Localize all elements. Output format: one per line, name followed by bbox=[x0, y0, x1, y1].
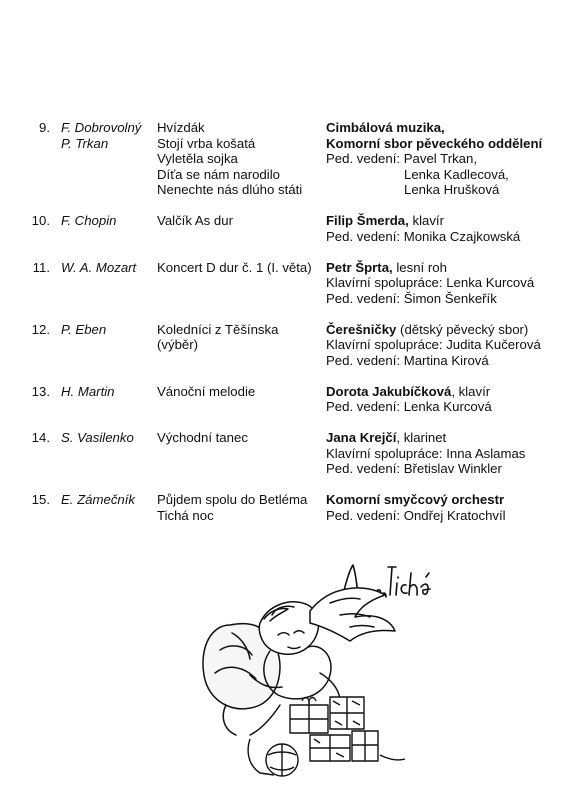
piece-column bbox=[157, 430, 325, 446]
performer-line bbox=[326, 337, 561, 353]
piece-title: Stojí vrba košatá bbox=[157, 135, 256, 151]
piece-column bbox=[157, 384, 325, 400]
performer-line bbox=[326, 508, 561, 524]
item-number: 14. bbox=[31, 430, 50, 445]
composer-name: S. Vasilenko bbox=[61, 430, 134, 445]
program-item bbox=[0, 260, 566, 307]
performer-detail: Ped. vedení: Pavel Trkan, bbox=[326, 151, 478, 166]
composer-name: W. A. Mozart bbox=[61, 259, 137, 275]
performer-line bbox=[326, 446, 561, 462]
performer-detail: Ped. vedení: Lenka Kurcová bbox=[326, 399, 492, 414]
piece-title: Tichá noc bbox=[157, 507, 214, 523]
program-item bbox=[0, 384, 566, 415]
composer-column bbox=[61, 492, 157, 508]
piece-title: Nenechte nás dlúho státi bbox=[157, 182, 303, 197]
composer-name: P. Trkan bbox=[61, 135, 109, 151]
composer-name: F. Chopin bbox=[61, 213, 117, 228]
performer-detail: Ped. vedení: Břetislav Winkler bbox=[326, 461, 502, 476]
performer-name: Komorní sbor pěveckého oddělení bbox=[326, 135, 543, 151]
item-number: 11. bbox=[32, 259, 50, 275]
performer-line bbox=[326, 399, 561, 415]
performer-line bbox=[326, 322, 561, 338]
piece-column bbox=[157, 260, 325, 276]
piece-column bbox=[157, 120, 325, 198]
performer-name: Komorní smyčcový orchestr bbox=[326, 492, 505, 507]
performer-name: Petr Šprta, bbox=[326, 259, 393, 275]
performer-column bbox=[326, 384, 561, 415]
performer-line bbox=[326, 167, 561, 183]
program-item bbox=[0, 430, 566, 477]
performer-detail: Ped. vedení: Ondřej Kratochvíl bbox=[326, 507, 506, 523]
piece-title: Vánoční melodie bbox=[157, 383, 256, 399]
performer-detail: Ped. vedení: Monika Czajkowská bbox=[326, 228, 521, 244]
performer-name: Dorota Jakubíčková bbox=[326, 383, 452, 399]
composer-name: H. Martin bbox=[61, 383, 115, 399]
performer-detail: klavír bbox=[408, 213, 444, 228]
piece-title: Díťa se nám narodilo bbox=[157, 166, 280, 182]
program-item bbox=[0, 492, 566, 523]
performer-column bbox=[326, 492, 561, 523]
performer-name: Cimbálová muzika, bbox=[326, 120, 445, 135]
piece-title: Půjdem spolu do Betléma bbox=[157, 492, 308, 507]
performer-detail: Lenka Hrušková bbox=[404, 182, 500, 197]
composer-column bbox=[61, 384, 157, 400]
item-number: 10. bbox=[31, 213, 50, 228]
program-item bbox=[0, 120, 566, 198]
performer-line bbox=[326, 430, 561, 446]
performer-line bbox=[326, 182, 561, 198]
composer-name: F. Dobrovolný bbox=[61, 120, 142, 135]
performer-line bbox=[326, 136, 561, 152]
composer-name: E. Zámečník bbox=[61, 492, 136, 507]
composer-column bbox=[61, 213, 157, 229]
performer-line bbox=[326, 229, 561, 245]
program-item bbox=[0, 213, 566, 244]
item-number: 9. bbox=[39, 120, 50, 135]
performer-detail: Klavírní spolupráce: Inna Aslamas bbox=[326, 445, 526, 461]
performer-detail: Ped. vedení: Martina Kirová bbox=[326, 352, 489, 368]
performer-line bbox=[326, 275, 561, 291]
performer-detail: Klavírní spolupráce: Judita Kučerová bbox=[326, 337, 541, 352]
piece-title: Hvízdák bbox=[157, 120, 205, 135]
item-number: 13. bbox=[31, 383, 50, 399]
performer-detail: lesní roh bbox=[392, 259, 447, 275]
piece-title: Východní tanec bbox=[157, 430, 248, 445]
piece-column bbox=[157, 322, 325, 353]
performer-line bbox=[326, 461, 561, 477]
performer-detail: , klavír bbox=[451, 383, 491, 399]
composer-column bbox=[61, 430, 157, 446]
performer-line bbox=[326, 151, 561, 167]
piece-title: (výběr) bbox=[157, 337, 199, 352]
piece-title: Koncert D dur č. 1 (I. věta) bbox=[157, 259, 312, 275]
performer-line bbox=[326, 492, 561, 508]
performer-name: Filip Šmerda, bbox=[326, 213, 409, 228]
performer-detail: , klarinet bbox=[396, 430, 447, 445]
performer-line bbox=[326, 120, 561, 136]
piece-title: Valčík As dur bbox=[157, 213, 233, 228]
performer-detail: (dětský pěvecký sbor) bbox=[396, 321, 529, 337]
composer-column bbox=[61, 260, 157, 276]
performer-line bbox=[326, 384, 561, 400]
performer-detail: Klavírní spolupráce: Lenka Kurcová bbox=[326, 275, 535, 290]
piece-title: Vyletěla sojka bbox=[157, 151, 238, 166]
item-number: 15. bbox=[31, 492, 50, 507]
gift-boxes-icon bbox=[248, 697, 405, 776]
piece-column bbox=[157, 492, 325, 523]
performer-column bbox=[326, 260, 561, 307]
performer-name: Jana Krejčí bbox=[326, 430, 397, 445]
performer-line bbox=[326, 260, 561, 276]
performer-column bbox=[326, 322, 561, 369]
composer-column bbox=[61, 120, 157, 151]
performer-line bbox=[326, 353, 561, 369]
performer-line bbox=[326, 291, 561, 307]
item-number: 12. bbox=[31, 321, 50, 337]
piece-title: Koledníci z Těšínska bbox=[157, 321, 279, 337]
performer-line bbox=[326, 213, 561, 229]
performer-detail: Lenka Kadlecová, bbox=[404, 166, 509, 182]
composer-column bbox=[61, 322, 157, 338]
program-list bbox=[0, 120, 566, 539]
performer-name: Čerešničky bbox=[326, 321, 397, 337]
performer-detail: Ped. vedení: Šimon Šenkeřík bbox=[326, 290, 497, 306]
angel-drawing-icon bbox=[190, 555, 440, 790]
program-item bbox=[0, 322, 566, 369]
performer-column bbox=[326, 430, 561, 477]
composer-name: P. Eben bbox=[61, 321, 107, 337]
performer-column bbox=[326, 213, 561, 244]
piece-column bbox=[157, 213, 325, 229]
performer-column bbox=[326, 120, 561, 198]
